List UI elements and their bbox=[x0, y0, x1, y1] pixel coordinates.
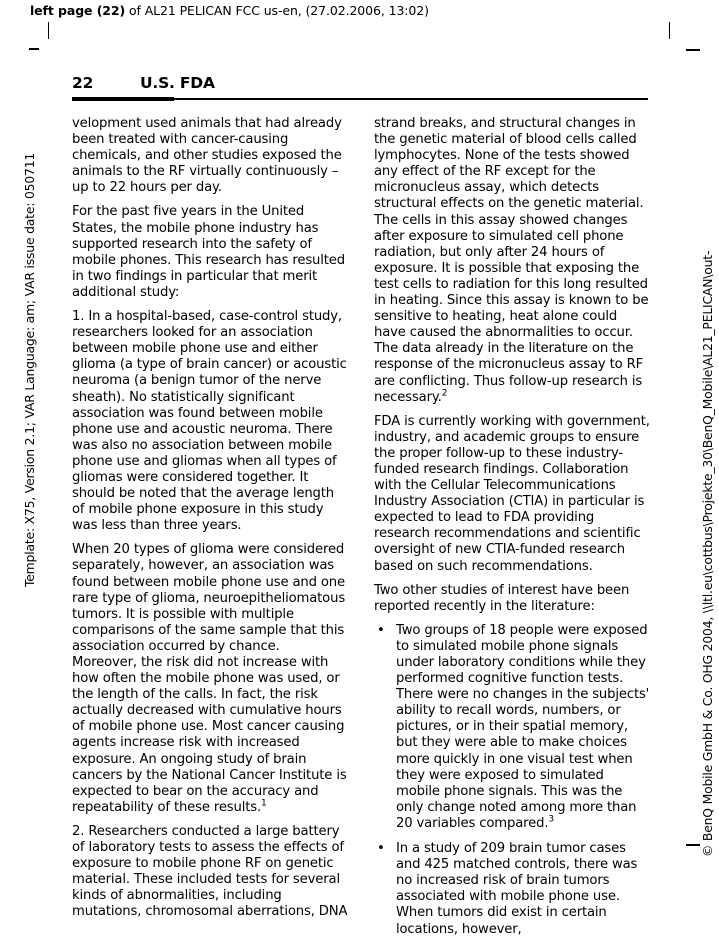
page-header-row bbox=[72, 74, 648, 92]
job-ticket-page-label: left page (22) bbox=[30, 3, 126, 18]
template-version-margin-note: Template: X75, Version 2.1; VAR Language: am; VAR issue date: 050711 bbox=[22, 152, 37, 587]
list-item-text bbox=[396, 841, 650, 938]
paragraph-text: When 20 types of glioma were considered separately, however, an association was found between mobile phone use and one rare type of glioma, neuroepitheliomatous tumors. It is possible with multiple comparisons of the same sample that this association occurred by chance. Moreover, the risk did not increase with how often the mobile phone was used, or the length of the calls. In fact, the risk actually decreased with cumulative hours of mobile phone use. Most cancer causing agents increase risk with increased exposure. An ongoing study of brain cancers by the National Cancer Institute is expected to bear on the accuracy and repeatability of these results. bbox=[72, 542, 347, 815]
list-item-body: In a study of 209 brain tumor cases and 425 matched controls, there was no increased risk of brain tumors associated with mobile phone use. When tumors did exist in certain locations, however, bbox=[396, 841, 638, 937]
bullet-icon: • bbox=[377, 622, 385, 638]
right-column bbox=[374, 116, 650, 947]
copyright-path-margin-note: © BenQ Mobile GmbH & Co. OHG 2004, \\ltl.eu\cottbus\Projekte_30\BenQ_Mobile\AL21_PELICAN\out- bbox=[700, 250, 715, 857]
page-number: 22 bbox=[72, 74, 94, 92]
crop-mark-top-right-vertical bbox=[669, 22, 670, 39]
footnote-reference: 2 bbox=[441, 388, 448, 399]
page-header bbox=[72, 74, 648, 101]
list-item-text bbox=[396, 623, 650, 832]
paragraph bbox=[72, 542, 348, 816]
footnote-reference: 3 bbox=[548, 814, 554, 825]
job-ticket-details: of AL21 PELICAN FCC us-en, (27.02.2006, 13:02) bbox=[125, 3, 429, 18]
crop-mark-bottom-right-horizontal bbox=[686, 844, 700, 846]
footnote-reference: 1 bbox=[261, 798, 267, 809]
paragraph: velopment used animals that had already been treated with cancer-causing chemicals, and other studies exposed the animals to the RF virtually continuously – up to 22 hours per day. bbox=[72, 116, 342, 196]
paragraph: For the past five years in the United States, the mobile phone industry has supported research into the safety of mobile phones. This research has resulted in two findings in particular that merit additional study: bbox=[72, 204, 345, 300]
paragraph: Two other studies of interest have been reported recently in the literature: bbox=[374, 582, 630, 614]
paragraph bbox=[374, 116, 650, 406]
bullet-icon: • bbox=[377, 841, 385, 857]
left-column bbox=[72, 116, 348, 947]
crop-mark-top-right-horizontal bbox=[686, 49, 700, 51]
paragraph: 2. Researchers conducted a large battery of laboratory tests to assess the effects of exposure to mobile phone RF on genetic material. These included tests for several kinds of abnormalities, including mutations, chromosomal aberrations, DNA bbox=[72, 823, 348, 920]
body-columns bbox=[72, 116, 650, 947]
header-rule-thick bbox=[72, 97, 174, 101]
paragraph-text: strand breaks, and structural changes in the genetic material of blood cells called lymphocytes. None of the tests showed any effect of the RF except for the micronucleus assay, which detects structural effects on the genetic material. The cells in this assay showed changes after exposure to simulated cell phone radiation, but only after 24 hours of exposure. It is possible that exposing the test cells to radiation for this long resulted in heating. Since this assay is known to be sensitive to heating, heat alone could have caused the abnormalities to occur. The data already in the literature on the response of the micronucleus assay to RF are conflicting. Thus follow-up research is necessary. bbox=[374, 116, 649, 405]
list-item-body: Two groups of 18 people were exposed to simulated mobile phone signals under laboratory conditions while they performed cognitive function tests. There were no changes in the subjects' ability to recall words, numbers, or pictures, or in their spatial memory, but they were able to make choices more quickly in one visual test when they were exposed to simulated mobile phone signals. This was the only change noted among more than 20 variables compared. bbox=[396, 622, 650, 831]
header-rule bbox=[72, 97, 648, 101]
list-item bbox=[374, 841, 650, 938]
job-ticket-line bbox=[30, 3, 429, 19]
paragraph: FDA is currently working with government, industry, and academic groups to ensure the proper follow-up to these industry-funded research findings. Collaboration with the Cellular Telecommunications Industry Association (CTIA) in particular is expected to lead to FDA providing research recommendations and scientific oversight of new CTIA-funded research based on such recommendations. bbox=[374, 413, 650, 574]
paragraph: 1. In a hospital-based, case-control study, researchers looked for an association between mobile phone use and either glioma (a type of brain cancer) or acoustic neuroma (a benign tumor of the nerve sheath). No statistically significant association was found between mobile phone use and acoustic neuroma. There was also no association between mobile phone use and gliomas when all types of gliomas were considered together. It should be noted that the average length of mobile phone exposure in this study was less than three years. bbox=[72, 309, 347, 534]
list-item bbox=[374, 623, 650, 832]
page-title: U.S. FDA bbox=[140, 74, 215, 92]
crop-mark-top-left-vertical bbox=[48, 22, 49, 39]
